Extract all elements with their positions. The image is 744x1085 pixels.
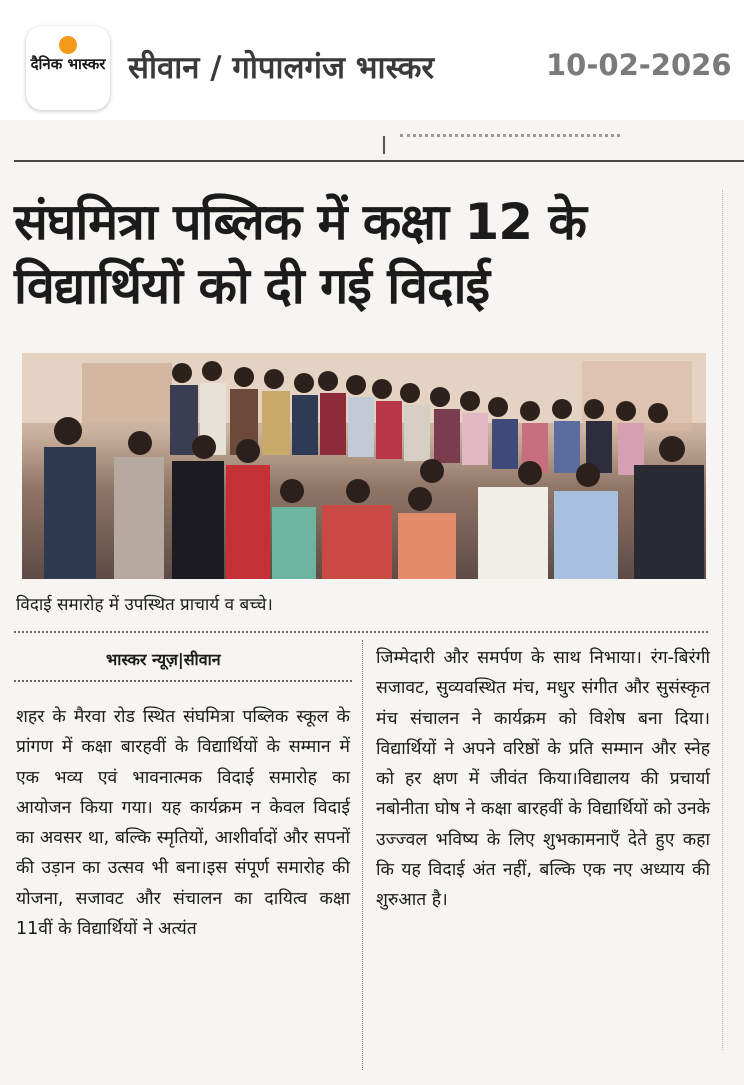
photo-caption: विदाई समारोह में उपस्थित प्राचार्य व बच्चे। bbox=[16, 595, 273, 615]
edition-date: 10-02-2026 bbox=[546, 48, 732, 82]
app-header bbox=[0, 0, 744, 140]
dainik-bhaskar-logo[interactable] bbox=[26, 26, 110, 110]
adjacent-article-edge bbox=[722, 190, 744, 1050]
group-photo-illustration bbox=[22, 353, 706, 579]
headline: संघमित्रा पब्लिक में कक्षा 12 के विद्यार्थियों को दी गई विदाई bbox=[14, 193, 586, 315]
group-photo bbox=[22, 353, 706, 579]
cut-off-text-above bbox=[400, 134, 620, 141]
column-tick bbox=[383, 136, 385, 154]
top-rule bbox=[14, 160, 744, 162]
article-column-2: जिम्मेदारी और समर्पण के साथ निभाया। रंग-बिरंगी सजावट, सुव्यवस्थित मंच, मधुर संगीत और सुसंस्कृत मंच संचालन ने कार्यक्रम को विशेष बना दिया। विद्यार्थियों ने अपने वरिष्ठों के प्रति सम्मान और स्नेह को हर क्षण में जीवंत किया।विद्यालय की प्रचार्या नबोनीता घोष ने कक्षा बारहवीं के विद्यार्थियों को उनके उज्ज्वल भविष्य के लिए शुभकामनाएँ देते हुए कहा कि यह विदाई अंत नहीं, बल्कि एक नए अध्याय की शुरुआत है। bbox=[376, 648, 710, 911]
caption-rule bbox=[14, 631, 708, 633]
sun-icon bbox=[59, 36, 77, 54]
logo-text: दैनिक भास्कर bbox=[30, 55, 106, 73]
byline-rule bbox=[14, 680, 352, 682]
newspaper-clipping bbox=[0, 120, 744, 1085]
edition-title: सीवान / गोपालगंज भास्कर bbox=[128, 50, 435, 86]
byline: भास्कर न्यूज़|सीवान bbox=[106, 650, 221, 669]
column-divider bbox=[362, 640, 363, 1070]
article-column-1: शहर के मैरवा रोड स्थित संघमित्रा पब्लिक स्कूल के प्रांगण में कक्षा बारहवीं के विद्यार्थियों के सम्मान में एक भव्य एवं भावनात्मक विदाई समारोह का आयोजन किया गया। यह कार्यक्रम न केवल विदाई का अवसर था, बल्कि स्मृतियों, आशीर्वादों और सपनों की उड़ान का उत्सव भी बना।इस संपूर्ण समारोह की योजना, सजावट और संचालन का दायित्व कक्षा 11वीं के विद्यार्थियों ने अत्यंत bbox=[16, 707, 350, 940]
